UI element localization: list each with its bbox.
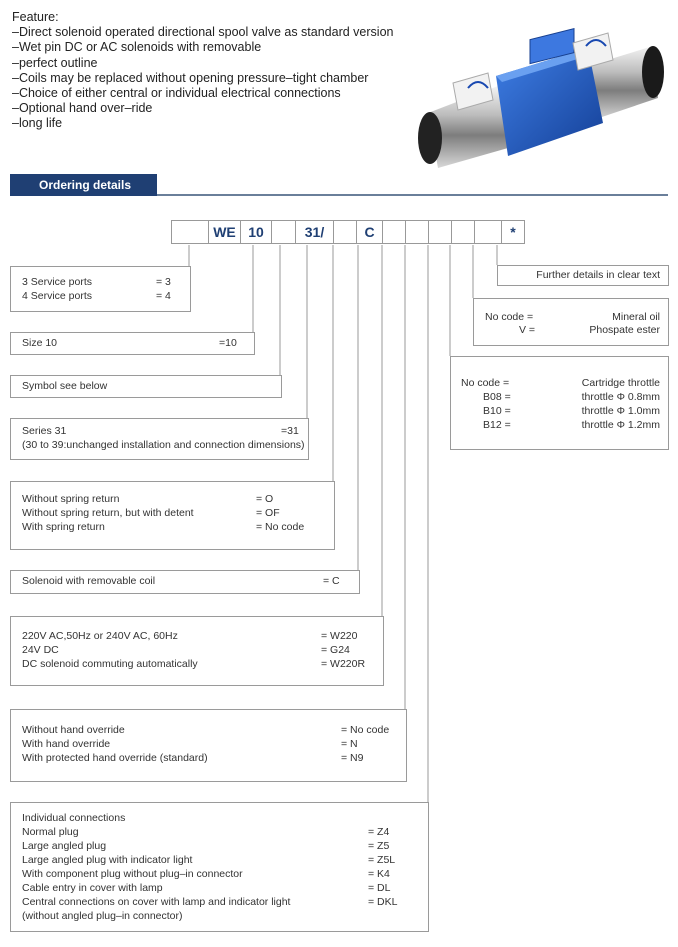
option-code: = Z4: [368, 826, 390, 838]
code-cell: 10: [240, 220, 272, 244]
option-label: Size 10: [22, 337, 58, 349]
option-label: With component plug without plug–in connector: [22, 868, 243, 880]
option-label: Mineral oil: [612, 311, 660, 323]
option-code: B12 =: [483, 419, 511, 431]
fluid-box: [473, 298, 669, 346]
option-code: = Z5: [368, 840, 390, 852]
option-label: Without spring return, but with detent: [22, 507, 194, 519]
option-label: Central connections on cover with lamp and indicator light: [22, 896, 291, 908]
override-box: [10, 709, 407, 782]
option-label: With protected hand override (standard): [22, 752, 208, 764]
option-code: = N: [341, 738, 358, 750]
option-label: Cartridge throttle: [581, 377, 660, 389]
voltage-box: [10, 616, 384, 686]
code-cell: 31/: [295, 220, 334, 244]
option-code: = 4: [156, 290, 171, 302]
section-title: Ordering details: [10, 174, 157, 196]
code-cell: C: [356, 220, 383, 244]
option-code: =31: [281, 425, 299, 437]
option-code: = OF: [256, 507, 280, 519]
option-label: Without spring return: [22, 493, 120, 505]
option-code: = G24: [321, 644, 350, 656]
option-code: V =: [519, 324, 536, 336]
option-label: Phospate ester: [589, 324, 660, 336]
series-box: [10, 418, 309, 460]
series-note: (30 to 39:unchanged installation and connection dimensions): [22, 439, 305, 451]
option-label: With hand override: [22, 738, 111, 750]
spring-box: [10, 481, 335, 550]
option-code: = 3: [156, 276, 171, 288]
option-label: Symbol see below: [22, 380, 108, 392]
option-label: throttle Φ 0.8mm: [581, 391, 660, 403]
code-cell: WE: [208, 220, 241, 244]
option-label: Solenoid with removable coil: [22, 575, 156, 587]
option-code: = DL: [368, 882, 391, 894]
option-label: Large angled plug: [22, 840, 107, 852]
option-label: 4 Service ports: [22, 290, 93, 302]
option-code: = No code: [256, 521, 305, 533]
option-label: throttle Φ 1.2mm: [581, 419, 660, 431]
feature-item: –Optional hand over–ride: [12, 101, 153, 116]
connections-note: (without angled plug–in connector): [22, 910, 183, 922]
option-label: 24V DC: [22, 644, 59, 656]
solenoid-box: [10, 570, 360, 594]
option-code: =10: [219, 337, 237, 349]
option-label: Large angled plug with indicator light: [22, 854, 193, 866]
option-code: B10 =: [483, 405, 511, 417]
feature-item: –Wet pin DC or AC solenoids with removable: [12, 40, 262, 55]
option-code: = W220: [321, 630, 358, 642]
ports-box: [10, 266, 191, 312]
option-label: Further details in clear text: [536, 269, 660, 281]
option-label: 3 Service ports: [22, 276, 93, 288]
further-details-box: [497, 265, 669, 286]
option-label: Without hand override: [22, 724, 125, 736]
option-label: 220V AC,50Hz or 240V AC, 60Hz: [22, 630, 178, 642]
option-code: = W220R: [321, 658, 366, 670]
option-code: B08 =: [483, 391, 511, 403]
option-label: With spring return: [22, 521, 105, 533]
symbol-box: [10, 375, 282, 398]
code-cell: *: [501, 220, 525, 244]
option-code: No code =: [461, 377, 510, 389]
option-code: = K4: [368, 868, 390, 880]
option-label: throttle Φ 1.0mm: [581, 405, 660, 417]
option-label: Cable entry in cover with lamp: [22, 882, 163, 894]
option-label: Series 31: [22, 425, 67, 437]
option-code: = No code: [341, 724, 390, 736]
connections-heading: Individual connections: [22, 812, 126, 824]
option-code: No code =: [485, 311, 534, 323]
feature-item: –Choice of either central or individual electrical connections: [12, 86, 341, 101]
option-label: Normal plug: [22, 826, 79, 838]
option-label: DC solenoid commuting automatically: [22, 658, 198, 670]
feature-heading: Feature:: [12, 10, 59, 24]
feature-item: –Coils may be replaced without opening pressure–tight chamber: [12, 70, 369, 85]
option-code: = DKL: [368, 896, 398, 908]
option-code: = C: [323, 575, 340, 587]
option-code: = O: [256, 493, 274, 505]
connections-box: [10, 802, 429, 932]
feature-item: –perfect outline: [12, 55, 98, 70]
size-box: [10, 332, 255, 355]
feature-item: –long life: [12, 116, 63, 131]
option-code: = Z5L: [368, 854, 396, 866]
throttle-box: [450, 356, 669, 450]
option-code: = N9: [341, 752, 364, 764]
feature-item: –Direct solenoid operated directional spool valve as standard version: [12, 25, 394, 40]
